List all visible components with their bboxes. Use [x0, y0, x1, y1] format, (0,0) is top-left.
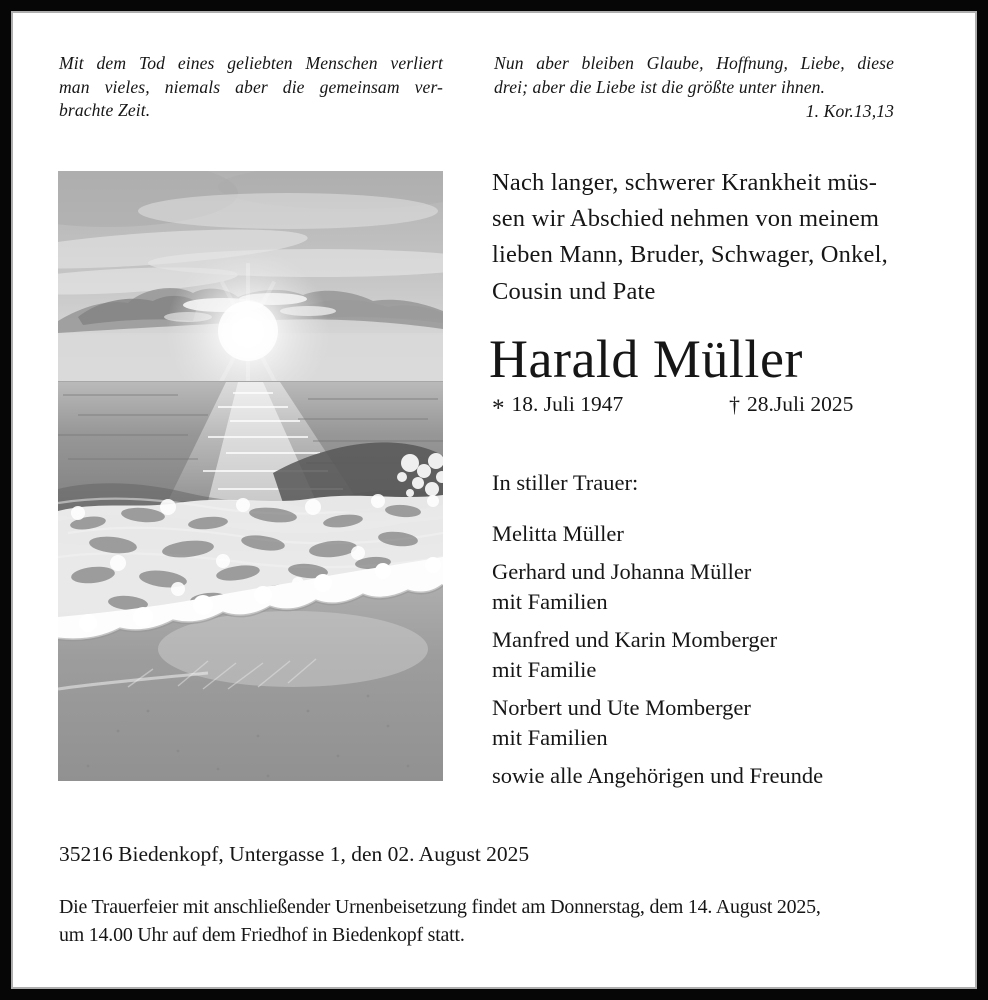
ceremony-announcement: [59, 894, 932, 949]
mourning-heading: In stiller Trauer:: [492, 470, 639, 495]
ceremony-line: Die Trauerfeier mit anschließender Urnenbeisetzung findet am Donnerstag, dem 14. August 2025,: [59, 896, 821, 918]
life-dates: [492, 392, 932, 422]
quote-right-lines: [494, 52, 894, 99]
birth-star-symbol: *: [492, 395, 505, 422]
death-date: [729, 392, 853, 418]
announcement-line: Cousin und Pate: [492, 277, 656, 305]
bible-citation: 1. Kor.13,13: [805, 101, 894, 122]
birth-date-text: 18. Juli 1947: [511, 392, 624, 416]
announcement-line: sen wir Abschied nehmen von meinem: [492, 205, 880, 233]
mourners-list: [492, 519, 944, 791]
announcement-line: Nach langer, schwerer Krankheit müs-: [492, 169, 878, 196]
announcement-text: [492, 165, 944, 310]
quote-line: Nun aber bleiben Glaube, Hoffnung, Liebe, diese: [494, 53, 894, 73]
ceremony-line: um 14.00 Uhr auf dem Friedhof in Biedenkopf statt.: [59, 923, 465, 946]
quote-right: [494, 52, 894, 124]
quote-line: man vieles, niemals aber die gemeinsam ver-: [59, 76, 443, 97]
death-cross-symbol: †: [729, 392, 740, 417]
quote-left: [59, 52, 443, 123]
quote-line: Mit dem Tod eines geliebten Menschen verliert: [59, 53, 443, 73]
mourning-closing: sowie alle Angehörigen und Freunde: [492, 763, 824, 788]
announcement-line: lieben Mann, Bruder, Schwager, Onkel,: [492, 241, 888, 269]
deceased-name: Harald Müller: [489, 329, 803, 389]
death-date-text: 28.Juli 2025: [747, 392, 854, 416]
memorial-photo: [58, 171, 443, 781]
mourner-entry: Norbert und Ute Momberger mit Familien: [492, 695, 751, 750]
mourner-entry: Manfred und Karin Momberger mit Familie: [492, 627, 778, 682]
address-date-line: 35216 Biedenkopf, Untergasse 1, den 02. August 2025: [59, 842, 530, 866]
mourner-entries: [492, 519, 944, 753]
mourner-entry: Gerhard und Johanna Müller mit Familien: [492, 559, 752, 614]
birth-date: [492, 392, 623, 423]
mourner-entry: Melitta Müller: [492, 521, 624, 546]
quote-line: brachte Zeit.: [59, 100, 151, 121]
sea-sunset-illustration: [58, 171, 443, 781]
quote-line: drei; aber die Liebe ist die größte unter ihnen.: [494, 76, 826, 97]
